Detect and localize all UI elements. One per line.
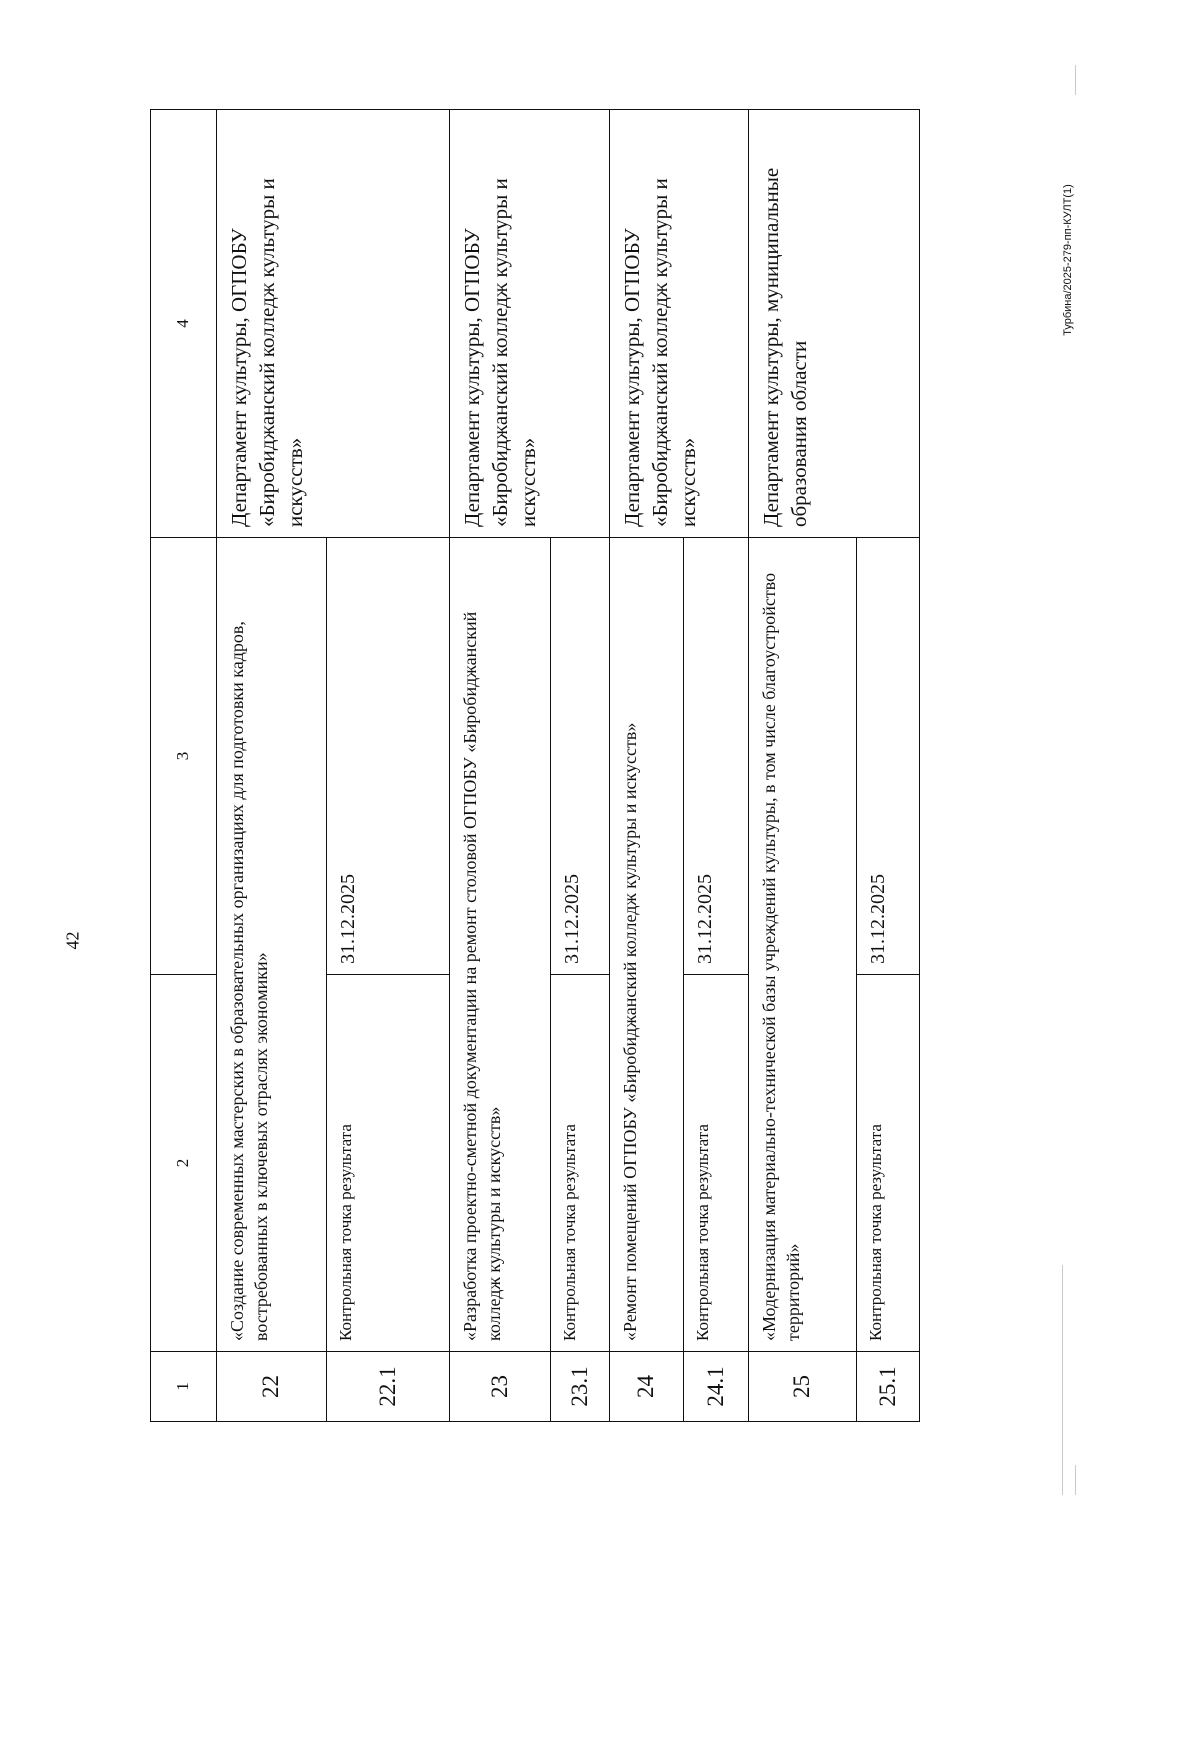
checkpoint-date: 31.12.2025 <box>683 538 749 975</box>
table-row <box>610 110 684 1422</box>
row-number: 25.1 <box>856 1352 919 1422</box>
row-number: 25 <box>749 1352 856 1422</box>
result-text: «Модернизация материально-технической базы учреждений культуры, в том числе благоустройство территорий» <box>749 538 856 1352</box>
header-col-3: 3 <box>151 538 217 975</box>
header-col-2: 2 <box>151 975 217 1352</box>
scan-mark <box>1075 1465 1076 1495</box>
checkpoint-label: Контрольная точка результата <box>551 975 610 1352</box>
footer-code: Турбина/2025-279-пп-КУЛТ(1) <box>1062 184 1074 336</box>
responsible-text: Департамент культуры, ОГПОБУ «Биробиджанский колледж культуры и искусств» <box>610 110 749 538</box>
scan-mark <box>1075 65 1076 95</box>
rotated-table-sheet <box>150 110 920 1422</box>
checkpoint-label: Контрольная точка результата <box>856 975 919 1352</box>
row-number: 24.1 <box>683 1352 749 1422</box>
row-number: 24 <box>610 1352 684 1422</box>
row-number: 22 <box>216 1352 327 1422</box>
checkpoint-date: 31.12.2025 <box>856 538 919 975</box>
row-number: 22.1 <box>327 1352 449 1422</box>
table-row <box>749 110 856 1422</box>
header-col-1: 1 <box>151 1352 217 1422</box>
checkpoint-date: 31.12.2025 <box>327 538 449 975</box>
result-text: «Ремонт помещений ОГПОБУ «Биробиджанский колледж культуры и искусств» <box>610 538 684 1352</box>
table-row <box>216 110 327 1422</box>
page-number: 42 <box>62 931 83 950</box>
checkpoint-label: Контрольная точка результата <box>327 975 449 1352</box>
responsible-text: Департамент культуры, ОГПОБУ «Биробиджанский колледж культуры и искусств» <box>216 110 449 538</box>
table-row <box>449 110 551 1422</box>
checkpoint-date: 31.12.2025 <box>551 538 610 975</box>
row-number: 23 <box>449 1352 551 1422</box>
scan-mark <box>1062 1265 1063 1495</box>
header-col-4: 4 <box>151 110 217 538</box>
responsible-text: Департамент культуры, ОГПОБУ «Биробиджанский колледж культуры и искусств» <box>449 110 610 538</box>
plan-table <box>150 109 920 1422</box>
result-text: «Создание современных мастерских в образовательных организациях для подготовки кадров, востребованных в ключевых отраслях экономики» <box>216 538 327 1352</box>
checkpoint-label: Контрольная точка результата <box>683 975 749 1352</box>
result-text: «Разработка проектно-сметной документации на ремонт столовой ОГПОБУ «Биробиджанский колледж культуры и искусств» <box>449 538 551 1352</box>
row-number: 23.1 <box>551 1352 610 1422</box>
header-row <box>151 110 217 1422</box>
responsible-text: Департамент культуры, муниципальные образования области <box>749 110 920 538</box>
